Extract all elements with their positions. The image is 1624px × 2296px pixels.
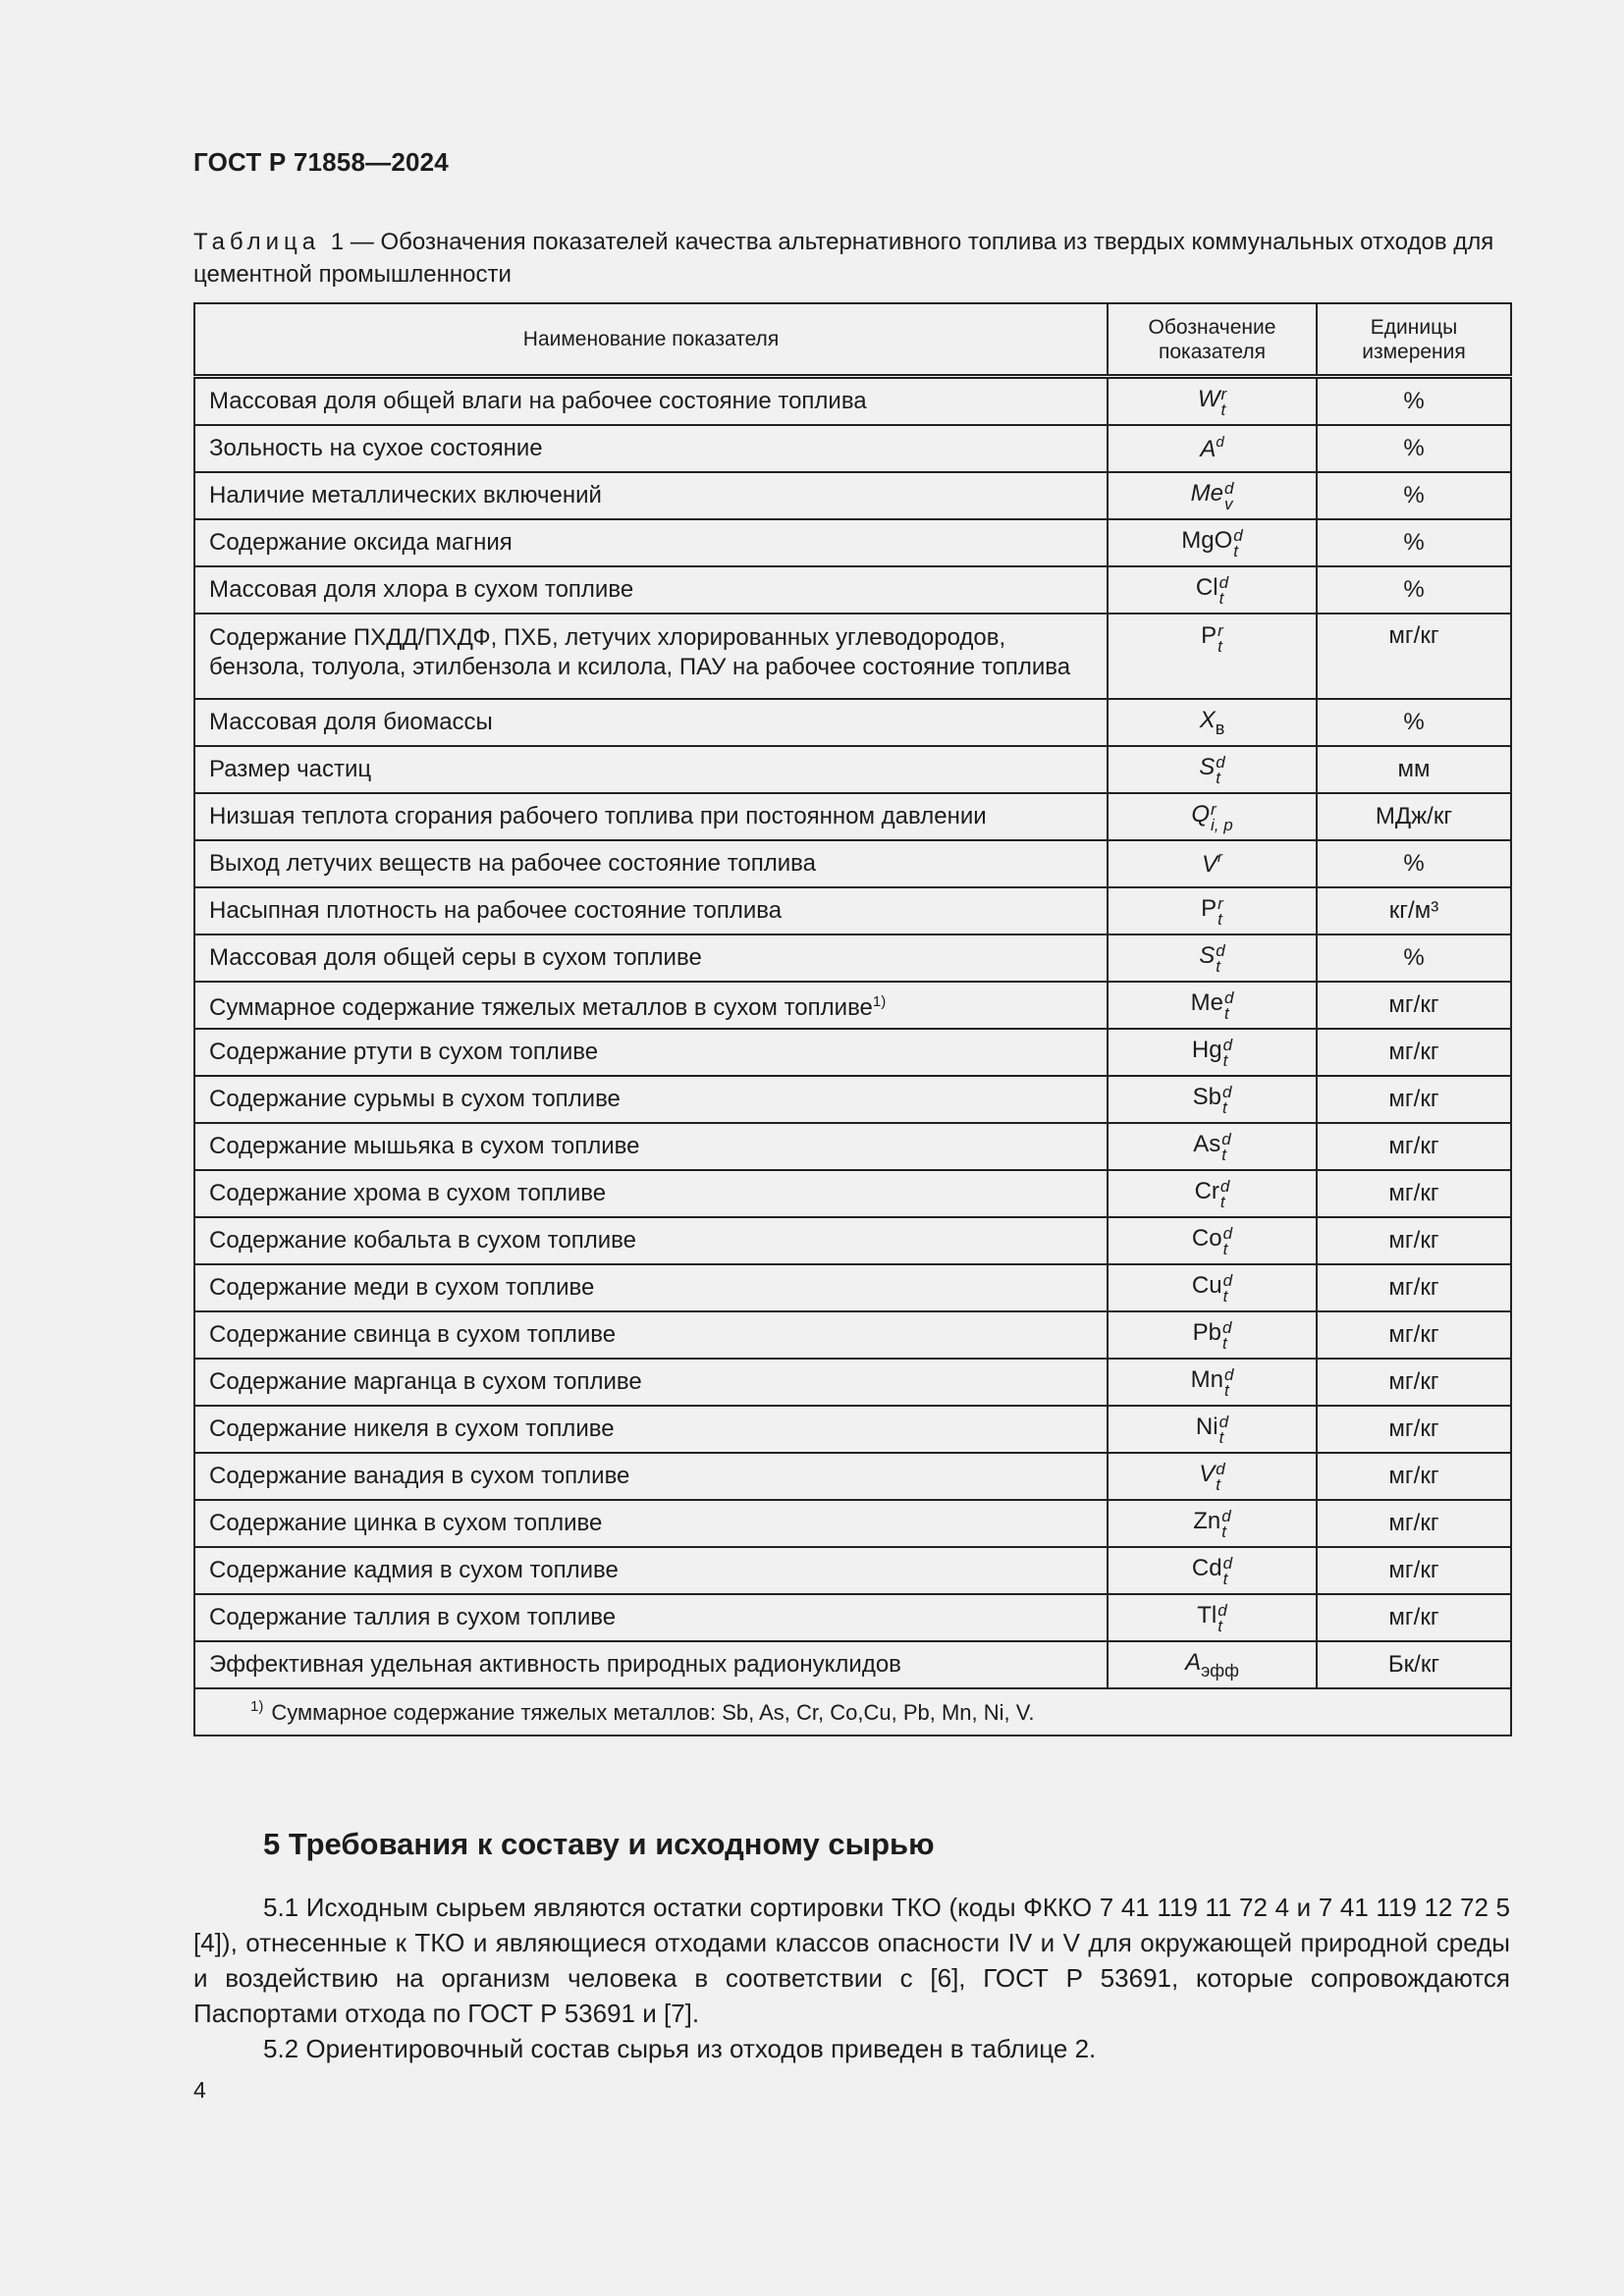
table-row	[194, 472, 1511, 519]
indicator-name	[194, 1359, 1108, 1406]
table-footnote	[194, 1688, 1511, 1735]
indicator-name-text: Содержание ванадия в сухом топливе	[209, 1463, 630, 1489]
indicator-name	[194, 840, 1108, 887]
indicator-name-text: Содержание кобальта в сухом топливе	[209, 1227, 636, 1254]
symbol-base: S	[1199, 941, 1216, 969]
indicator-unit: %	[1317, 519, 1511, 566]
indicator-symbol	[1108, 793, 1317, 840]
indicator-name	[194, 614, 1108, 699]
symbol-superscript: d	[1216, 434, 1224, 451]
indicator-name	[194, 566, 1108, 614]
indicator-symbol	[1108, 1076, 1317, 1123]
indicator-unit: кг/м³	[1317, 887, 1511, 934]
table-caption-label: Таблица	[193, 229, 321, 255]
indicator-name-text: Содержание хрома в сухом топливе	[209, 1180, 607, 1206]
symbol-subscript: t	[1221, 1145, 1226, 1164]
symbol-subscript: t	[1218, 1427, 1224, 1447]
symbol-indices	[1218, 1412, 1229, 1447]
symbol-base: V	[1199, 1460, 1216, 1487]
indicator-unit: мг/кг	[1317, 1217, 1511, 1264]
indicator-unit: мг/кг	[1317, 1406, 1511, 1453]
symbol-superscript: r	[1210, 799, 1217, 819]
table-row	[194, 982, 1511, 1029]
table-row	[194, 1123, 1511, 1170]
indicator-name	[194, 1311, 1108, 1359]
symbol-subscript: t	[1223, 1380, 1229, 1400]
indicator-unit: мг/кг	[1317, 1264, 1511, 1311]
symbol-base: Mn	[1190, 1365, 1223, 1393]
symbol-superscript: d	[1221, 1317, 1232, 1337]
indicator-unit: %	[1317, 377, 1511, 426]
indicator-unit: %	[1317, 425, 1511, 472]
symbol-indices	[1218, 572, 1229, 608]
symbol-indices	[1223, 1364, 1234, 1400]
indicator-symbol	[1108, 934, 1317, 982]
symbol-subscript: t	[1222, 1050, 1228, 1070]
indicator-symbol	[1108, 1264, 1317, 1311]
indicator-name	[194, 1406, 1108, 1453]
table-header-row	[194, 303, 1511, 377]
indicator-name	[194, 793, 1108, 840]
symbol-indices	[1219, 1176, 1230, 1211]
table-row	[194, 1359, 1511, 1406]
indicator-name-text: Насыпная плотность на рабочее состояние топлива	[209, 897, 783, 924]
symbol-subscript: t	[1219, 1192, 1225, 1211]
document-header: ГОСТ Р 71858—2024	[193, 147, 449, 177]
symbol-indices	[1218, 893, 1223, 929]
section-heading: 5 Требования к составу и исходному сырью	[263, 1827, 935, 1861]
symbol-indices	[1222, 1553, 1233, 1588]
indicator-name	[194, 1547, 1108, 1594]
symbol-base: Me	[1190, 988, 1223, 1016]
symbol-indices	[1218, 1600, 1227, 1635]
table-row	[194, 1076, 1511, 1123]
table-row	[194, 793, 1511, 840]
symbol-subscript: i, p	[1210, 815, 1233, 834]
symbol-indices	[1221, 1082, 1232, 1117]
symbol-indices	[1224, 990, 1233, 1022]
indicator-symbol	[1108, 1406, 1317, 1453]
paragraph-5-1: 5.1 Исходным сырьем являются остатки сортировки ТКО (коды ФККО 7 41 119 11 72 4 и 7 41 119 12 72 5 [4]), отнесенные к ТКО и являющиеся отходами классов опасности IV и V для окружающей природной среды и воздействию на организм человека в соответствии с [6], ГОСТ Р 53691, которые сопровождаются Паспортами отхода по ГОСТ Р 53691 и [7].	[193, 1893, 1510, 2028]
indicator-name-text: Содержание кадмия в сухом топливе	[209, 1557, 619, 1583]
indicator-name-text: Содержание меди в сухом топливе	[209, 1274, 595, 1301]
symbol-base: Tl	[1197, 1601, 1218, 1629]
symbol-base: Co	[1191, 1224, 1222, 1252]
table-row	[194, 1406, 1511, 1453]
symbol-superscript: d	[1233, 525, 1243, 545]
indicator-unit: %	[1317, 699, 1511, 746]
table-row	[194, 699, 1511, 746]
indicator-name-text: Содержание таллия в сухом топливе	[209, 1604, 617, 1630]
indicator-name-text: Содержание никеля в сухом топливе	[209, 1415, 615, 1442]
indicator-name	[194, 887, 1108, 934]
indicator-name-text: Содержание оксида магния	[209, 529, 513, 556]
indicator-symbol	[1108, 746, 1317, 793]
indicator-symbol	[1108, 1547, 1317, 1594]
table-row	[194, 887, 1511, 934]
column-header-name: Наименование показателя	[194, 303, 1108, 377]
symbol-subscript: t	[1221, 1333, 1227, 1353]
table-row	[194, 425, 1511, 472]
symbol-superscript: d	[1221, 1129, 1231, 1148]
symbol-indices	[1216, 1459, 1225, 1494]
indicator-name	[194, 1500, 1108, 1547]
symbol-indices	[1218, 623, 1223, 655]
indicator-symbol	[1108, 1641, 1317, 1688]
symbol-subscript: t	[1222, 1569, 1228, 1588]
indicators-table	[193, 302, 1512, 1736]
indicator-name	[194, 1264, 1108, 1311]
indicator-unit: мг/кг	[1317, 1123, 1511, 1170]
indicator-unit: мг/кг	[1317, 1594, 1511, 1641]
symbol-base: As	[1193, 1130, 1221, 1157]
symbol-indices	[1216, 940, 1225, 976]
indicator-name-text: Содержание ртути в сухом топливе	[209, 1039, 599, 1065]
symbol-superscript: r	[1218, 849, 1222, 866]
indicator-name	[194, 1453, 1108, 1500]
symbol-superscript: d	[1223, 1364, 1234, 1384]
symbol-indices	[1221, 1506, 1231, 1541]
table-caption	[193, 226, 1509, 291]
table-row	[194, 840, 1511, 887]
indicator-name-text: Содержание ПХДД/ПХДФ, ПХБ, летучих хлорированных углеводородов, бензола, толуола, этилбензола и ксилола, ПАУ на рабочее состояние топлива	[209, 624, 1071, 680]
indicator-symbol	[1108, 566, 1317, 614]
indicator-unit: мг/кг	[1317, 1359, 1511, 1406]
indicator-unit: мг/кг	[1317, 1076, 1511, 1123]
symbol-superscript: r	[1218, 893, 1223, 913]
indicator-name-text: Содержание марганца в сухом топливе	[209, 1368, 642, 1395]
symbol-base: A	[1185, 1648, 1202, 1676]
indicator-name-text: Массовая доля общей влаги на рабочее состояние топлива	[209, 388, 867, 414]
symbol-base: Cr	[1194, 1177, 1219, 1204]
indicator-name-text: Размер частиц	[209, 756, 372, 782]
indicator-unit: %	[1317, 934, 1511, 982]
symbol-base: MgO	[1181, 526, 1233, 554]
indicator-name-text: Содержание цинка в сухом топливе	[209, 1510, 603, 1536]
indicator-symbol	[1108, 425, 1317, 472]
indicator-name	[194, 746, 1108, 793]
indicator-unit: мг/кг	[1317, 1311, 1511, 1359]
column-header-symbol: Обозначение показателя	[1108, 303, 1317, 377]
symbol-superscript: d	[1216, 752, 1225, 772]
symbol-subscript: t	[1223, 1003, 1229, 1023]
indicator-name	[194, 1641, 1108, 1688]
table-row	[194, 1594, 1511, 1641]
symbol-base: Hg	[1191, 1036, 1222, 1063]
symbol-superscript: d	[1218, 1600, 1227, 1620]
page-number: 4	[193, 2077, 206, 2103]
symbol-subscript: в	[1215, 718, 1225, 738]
indicator-unit: мг/кг	[1317, 614, 1511, 699]
symbol-superscript: d	[1222, 1035, 1233, 1054]
footnote-mark: 1)	[250, 1698, 264, 1715]
symbol-subscript: t	[1218, 909, 1222, 929]
symbol-superscript: d	[1218, 572, 1229, 592]
symbol-base: Ni	[1195, 1413, 1218, 1440]
table-row	[194, 746, 1511, 793]
indicator-symbol	[1108, 377, 1317, 426]
indicator-unit: мг/кг	[1317, 1547, 1511, 1594]
indicator-name	[194, 377, 1108, 426]
indicator-unit: мг/кг	[1317, 1170, 1511, 1217]
symbol-superscript: r	[1220, 384, 1227, 403]
symbol-indices	[1216, 752, 1225, 787]
symbol-base: P	[1201, 622, 1218, 649]
symbol-indices	[1220, 384, 1227, 419]
indicator-symbol	[1108, 1594, 1317, 1641]
symbol-indices	[1233, 525, 1243, 561]
symbol-subscript: t	[1216, 956, 1220, 976]
table-row	[194, 934, 1511, 982]
symbol-superscript: d	[1222, 1553, 1233, 1573]
symbol-base: Zn	[1193, 1507, 1221, 1534]
indicator-name	[194, 1170, 1108, 1217]
table-row	[194, 519, 1511, 566]
symbol-base: V	[1201, 851, 1218, 878]
symbol-base: Pb	[1192, 1318, 1221, 1346]
indicator-symbol	[1108, 1500, 1317, 1547]
indicator-symbol	[1108, 614, 1317, 699]
symbol-base: Cd	[1191, 1554, 1222, 1581]
indicator-symbol	[1108, 472, 1317, 519]
symbol-subscript: t	[1233, 541, 1238, 561]
indicator-name-text: Зольность на сухое состояние	[209, 435, 543, 461]
symbol-base: Cl	[1195, 573, 1218, 601]
symbol-superscript: d	[1221, 1082, 1232, 1101]
indicator-name	[194, 519, 1108, 566]
indicator-name-text: Эффективная удельная активность природных радионуклидов	[209, 1651, 901, 1678]
indicator-name	[194, 1029, 1108, 1076]
indicator-unit: %	[1317, 840, 1511, 887]
indicator-unit: мм	[1317, 746, 1511, 793]
table-row	[194, 1500, 1511, 1547]
table-caption-text: — Обозначения показателей качества альтернативного топлива из твердых коммунальных отходов для цементной промышленности	[193, 229, 1494, 288]
symbol-base: A	[1200, 436, 1217, 462]
symbol-base: P	[1201, 894, 1218, 922]
indicator-name-text: Содержание свинца в сухом топливе	[209, 1321, 617, 1348]
indicator-name-text: Содержание сурьмы в сухом топливе	[209, 1086, 621, 1112]
indicator-symbol	[1108, 1311, 1317, 1359]
column-header-unit: Единицы измерения	[1317, 303, 1511, 377]
symbol-indices	[1222, 1223, 1233, 1258]
table-row	[194, 566, 1511, 614]
symbol-superscript: d	[1222, 1223, 1233, 1243]
symbol-superscript: d	[1219, 1176, 1230, 1196]
indicator-name	[194, 1594, 1108, 1641]
table-row	[194, 1264, 1511, 1311]
symbol-base: X	[1199, 706, 1216, 733]
symbol-base: W	[1197, 385, 1220, 412]
indicator-unit: мг/кг	[1317, 982, 1511, 1029]
symbol-superscript: d	[1222, 1270, 1233, 1290]
symbol-superscript: d	[1221, 1506, 1231, 1525]
symbol-subscript: t	[1222, 1286, 1228, 1306]
indicator-name-text: Выход летучих веществ на рабочее состояние топлива	[209, 850, 816, 877]
indicator-name	[194, 982, 1108, 1029]
indicator-name	[194, 425, 1108, 472]
symbol-superscript: d	[1218, 1412, 1229, 1431]
indicator-name-text: Низшая теплота сгорания рабочего топлива при постоянном давлении	[209, 803, 987, 829]
table-caption-number: 1	[330, 229, 345, 255]
symbol-superscript: d	[1223, 988, 1234, 1007]
symbol-subscript: t	[1218, 1616, 1222, 1635]
table-row	[194, 1170, 1511, 1217]
symbol-base: Q	[1191, 800, 1210, 828]
indicator-name	[194, 934, 1108, 982]
table-body	[194, 377, 1511, 1689]
symbol-subscript: t	[1220, 400, 1226, 419]
symbol-indices	[1222, 1270, 1233, 1306]
indicator-symbol	[1108, 1359, 1317, 1406]
indicator-unit: %	[1317, 566, 1511, 614]
symbol-base: Sb	[1192, 1083, 1221, 1110]
indicator-name	[194, 1123, 1108, 1170]
symbol-indices	[1222, 1035, 1233, 1070]
table-footnote-row	[194, 1688, 1511, 1735]
symbol-subscript: t	[1216, 768, 1220, 787]
symbol-subscript: t	[1221, 1522, 1226, 1541]
indicator-unit: МДж/кг	[1317, 793, 1511, 840]
symbol-subscript: t	[1221, 1097, 1227, 1117]
symbol-subscript: t	[1218, 588, 1224, 608]
indicator-unit: %	[1317, 472, 1511, 519]
symbol-indices	[1210, 799, 1233, 834]
symbol-indices	[1221, 1129, 1231, 1164]
indicator-symbol	[1108, 699, 1317, 746]
table-row	[194, 1311, 1511, 1359]
table-row	[194, 1453, 1511, 1500]
table-row	[194, 1547, 1511, 1594]
symbol-subscript: t	[1222, 1239, 1228, 1258]
symbol-subscript: эфф	[1201, 1660, 1239, 1681]
indicator-name-text: Массовая доля хлора в сухом топливе	[209, 576, 634, 603]
footnote-text: Суммарное содержание тяжелых металлов: Sb, As, Cr, Co,Cu, Pb, Mn, Ni, V.	[271, 1700, 1035, 1725]
symbol-superscript: d	[1216, 1459, 1225, 1478]
indicator-symbol	[1108, 1170, 1317, 1217]
indicator-symbol	[1108, 840, 1317, 887]
symbol-subscript: v	[1223, 494, 1233, 513]
symbol-base: S	[1199, 753, 1216, 780]
symbol-superscript: d	[1223, 478, 1234, 498]
indicator-name-text: Массовая доля общей серы в сухом топливе	[209, 944, 702, 971]
table-row	[194, 1217, 1511, 1264]
indicator-unit: мг/кг	[1317, 1029, 1511, 1076]
table-row	[194, 377, 1511, 426]
indicator-symbol	[1108, 519, 1317, 566]
indicator-name	[194, 472, 1108, 519]
indicator-symbol	[1108, 1029, 1317, 1076]
indicator-name-text: Суммарное содержание тяжелых металлов в сухом топливе	[209, 994, 873, 1021]
symbol-subscript: t	[1218, 637, 1222, 656]
indicator-name	[194, 1217, 1108, 1264]
indicator-name-text: Содержание мышьяка в сухом топливе	[209, 1133, 640, 1159]
footnote-ref: 1)	[872, 993, 887, 1010]
indicator-name	[194, 699, 1108, 746]
symbol-base: Cu	[1191, 1271, 1222, 1299]
indicator-name	[194, 1076, 1108, 1123]
table-row	[194, 614, 1511, 699]
indicator-symbol	[1108, 982, 1317, 1029]
symbol-superscript: r	[1218, 621, 1223, 640]
indicator-unit: мг/кг	[1317, 1500, 1511, 1547]
table-row	[194, 1029, 1511, 1076]
symbol-indices	[1223, 478, 1234, 513]
indicator-symbol	[1108, 1453, 1317, 1500]
indicator-name-text: Массовая доля биомассы	[209, 709, 493, 735]
paragraph-5-2: 5.2 Ориентировочный состав сырья из отходов приведен в таблице 2.	[263, 2034, 1097, 2063]
symbol-subscript: t	[1216, 1474, 1220, 1494]
indicator-unit: мг/кг	[1317, 1453, 1511, 1500]
indicator-name-text: Наличие металлических включений	[209, 482, 602, 508]
table-row	[194, 1641, 1511, 1688]
indicator-symbol	[1108, 1217, 1317, 1264]
indicator-symbol	[1108, 887, 1317, 934]
symbol-base: Me	[1190, 479, 1223, 507]
indicator-symbol	[1108, 1123, 1317, 1170]
symbol-superscript: d	[1216, 940, 1225, 960]
symbol-indices	[1221, 1317, 1232, 1353]
indicator-unit: Бк/кг	[1317, 1641, 1511, 1688]
